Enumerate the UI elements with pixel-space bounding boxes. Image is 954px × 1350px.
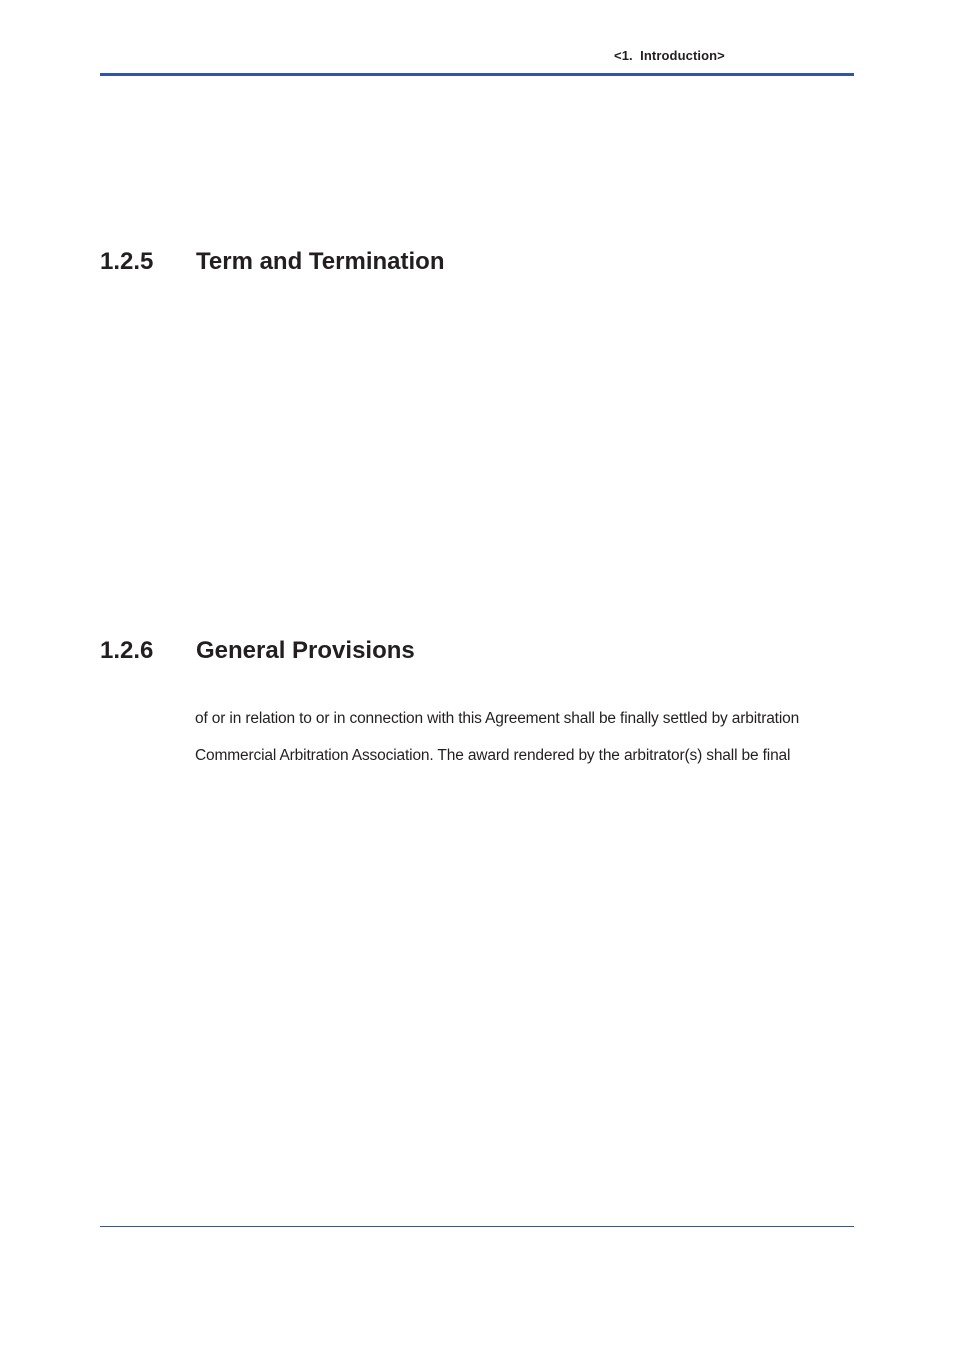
body-text-line: of or in relation to or in connection with this Agreement shall be finally settled by arbitration: [195, 710, 800, 727]
section-number: 1.2.5: [100, 248, 154, 275]
section-number: 1.2.6: [100, 637, 154, 664]
running-header: <1. Introduction>: [614, 48, 725, 63]
section-title: General Provisions: [196, 637, 415, 664]
header-rule: [100, 73, 854, 76]
footer-rule: [100, 1226, 854, 1227]
section-title: Term and Termination: [196, 248, 445, 275]
section-heading-1-2-5: [100, 248, 444, 276]
section-heading-1-2-6: [100, 637, 415, 665]
body-text-line: Commercial Arbitration Association. The award rendered by the arbitrator(s) shall be final: [195, 747, 791, 764]
